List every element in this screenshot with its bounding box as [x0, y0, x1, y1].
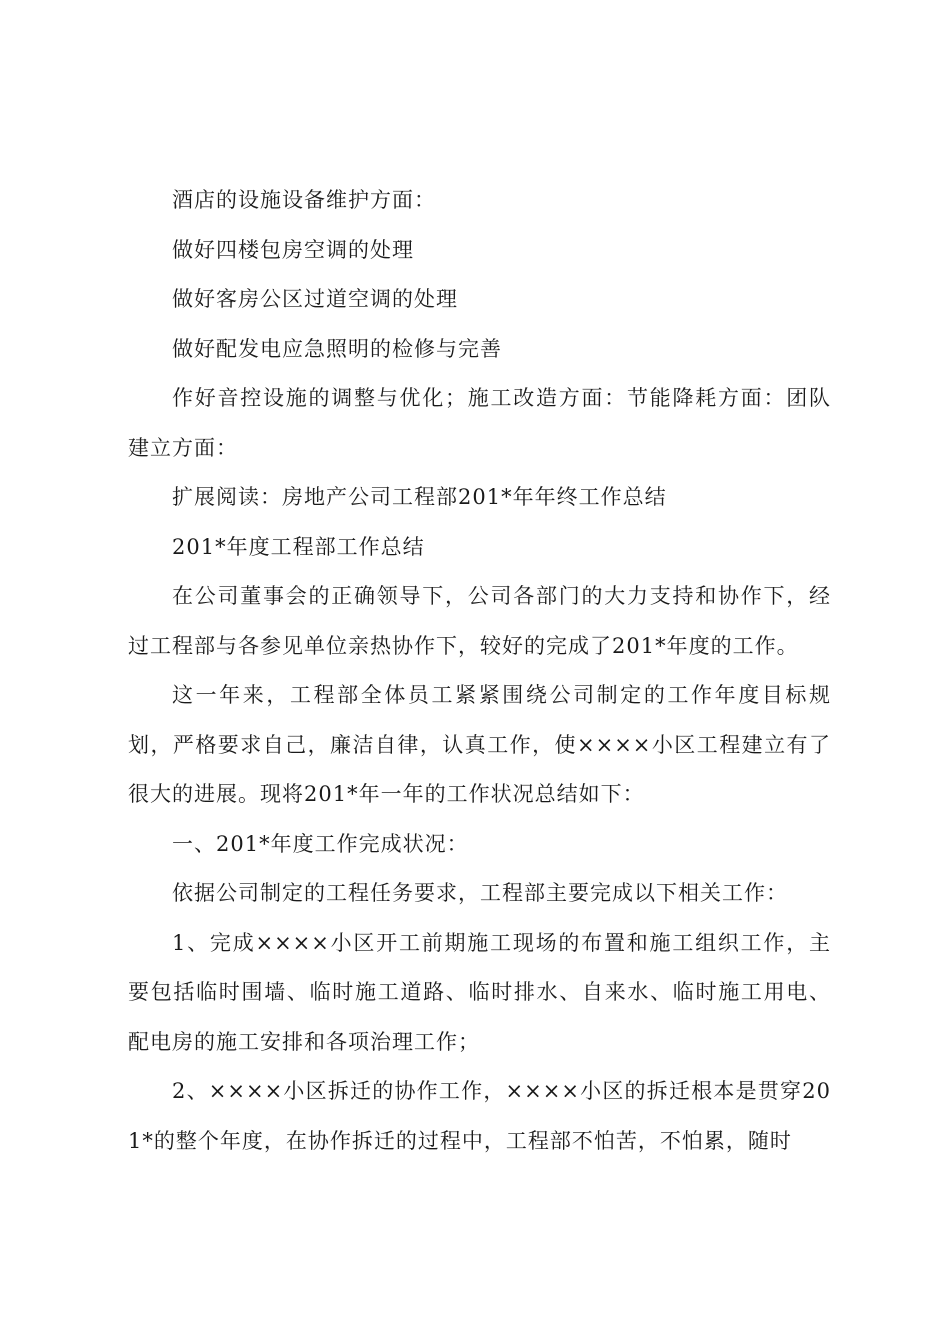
paragraph-13: 2、××××小区拆迁的协作工作，××××小区的拆迁根本是贯穿201*的整个年度，在协作拆迁的过程中，工程部不怕苦，不怕累，随时 [128, 1079, 831, 1153]
paragraph-5: 作好音控设施的调整与优化；施工改造方面：节能降耗方面：团队建立方面： [128, 386, 831, 460]
document-body [128, 176, 831, 1166]
paragraph-6: 扩展阅读：房地产公司工程部201*年年终工作总结 [172, 485, 667, 509]
paragraph-12: 1、完成××××小区开工前期施工现场的布置和施工组织工作，主要包括临时围墙、临时施工道路、临时排水、自来水、临时施工用电、配电房的施工安排和各项治理工作； [128, 930, 831, 1054]
paragraph-2: 做好四楼包房空调的处理 [172, 237, 414, 262]
paragraph-1: 酒店的设施设备维护方面： [172, 188, 436, 212]
paragraph-8: 在公司董事会的正确领导下，公司各部门的大力支持和协作下，经过工程部与各参见单位亲热协作下，较好的完成了201*年度的工作。 [128, 584, 831, 658]
paragraph-7: 201*年度工程部工作总结 [172, 534, 425, 559]
paragraph-9: 这一年来，工程部全体员工紧紧围绕公司制定的工作年度目标规划，严格要求自己，廉洁自律，认真工作，使××××小区工程建立有了很大的进展。现将201*年一年的工作状况总结如下： [128, 683, 831, 806]
paragraph-10: 一、201*年度工作完成状况： [172, 831, 469, 856]
paragraph-11: 依据公司制定的工程任务要求，工程部主要完成以下相关工作： [172, 881, 788, 905]
paragraph-3: 做好客房公区过道空调的处理 [172, 287, 458, 311]
paragraph-4: 做好配发电应急照明的检修与完善 [172, 336, 502, 361]
